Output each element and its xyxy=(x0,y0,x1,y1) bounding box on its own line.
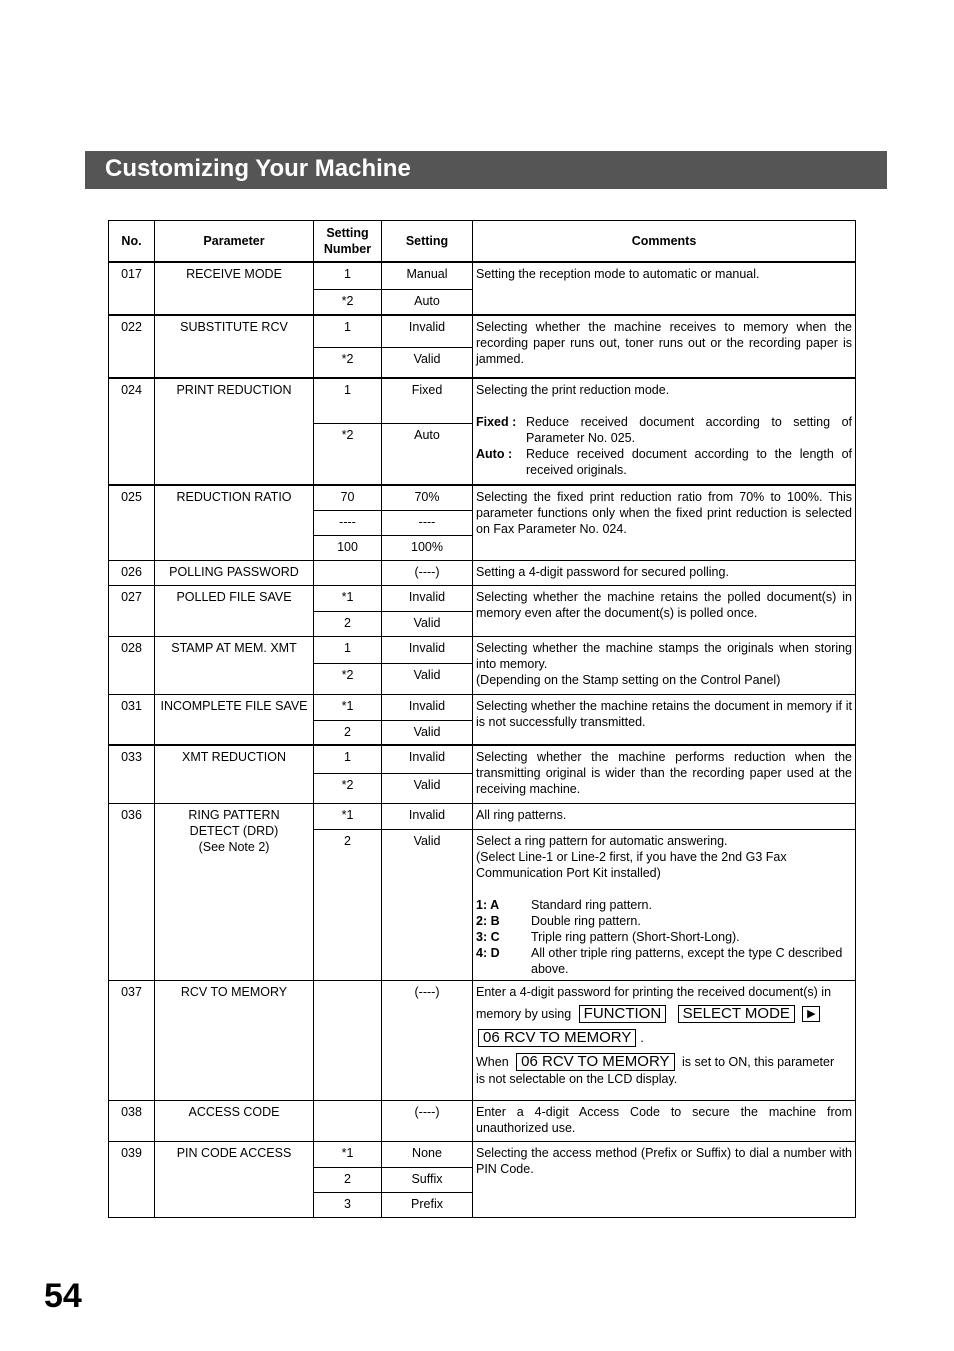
setting-number xyxy=(314,980,382,1100)
ring-pattern-text: Triple ring pattern (Short-Short-Long). xyxy=(531,929,740,944)
setting-value: Manual xyxy=(382,262,473,289)
param-no: 027 xyxy=(109,585,155,636)
header-comments: Comments xyxy=(473,221,856,263)
ring-pattern-key: 2: B xyxy=(476,913,500,928)
setting-value: (----) xyxy=(382,1100,473,1141)
table-row xyxy=(109,378,856,423)
definition-auto xyxy=(476,446,852,478)
param-comment: Setting the reception mode to automatic or manual. xyxy=(473,262,856,315)
param-no: 037 xyxy=(109,980,155,1100)
setting-value: Auto xyxy=(382,289,473,315)
setting-value: Suffix xyxy=(382,1167,473,1192)
comment-text: Enter a 4-digit password for printing the received document(s) in xyxy=(476,984,832,999)
setting-number: 2 xyxy=(314,829,382,980)
param-name: REDUCTION RATIO xyxy=(155,485,314,560)
select-mode-key: SELECT MODE xyxy=(678,1005,795,1023)
setting-value: (----) xyxy=(382,980,473,1100)
param-comment: Enter a 4-digit Access Code to secure the machine from unauthorized use. xyxy=(473,1100,856,1141)
setting-number: *2 xyxy=(314,663,382,694)
param-name: RCV TO MEMORY xyxy=(155,980,314,1100)
setting-number: ---- xyxy=(314,510,382,535)
setting-value: Valid xyxy=(382,347,473,378)
setting-value: None xyxy=(382,1141,473,1167)
parameter-table xyxy=(108,220,856,1218)
setting-number xyxy=(314,1100,382,1141)
param-comment: Setting a 4-digit password for secured polling. xyxy=(473,560,856,585)
param-no: 026 xyxy=(109,560,155,585)
param-no: 024 xyxy=(109,378,155,485)
ring-pattern-key: 4: D xyxy=(476,945,500,960)
param-name-line: DETECT (DRD) xyxy=(189,823,279,838)
param-no: 017 xyxy=(109,262,155,315)
definition-key: Auto : xyxy=(476,447,513,461)
header-setting: Setting xyxy=(382,221,473,263)
setting-value: Invalid xyxy=(382,694,473,720)
comment-line xyxy=(476,1005,852,1023)
setting-value: Invalid xyxy=(382,745,473,773)
setting-value: Invalid xyxy=(382,315,473,347)
ring-pattern-text: All other triple ring patterns, except the type C described above. xyxy=(531,945,843,976)
param-name: POLLING PASSWORD xyxy=(155,560,314,585)
table-row xyxy=(109,585,856,611)
param-no: 031 xyxy=(109,694,155,745)
param-name: SUBSTITUTE RCV xyxy=(155,315,314,378)
setting-number: *1 xyxy=(314,585,382,611)
param-name: PIN CODE ACCESS xyxy=(155,1141,314,1217)
comment-text: is set to ON, this parameter xyxy=(682,1054,835,1069)
header-parameter: Parameter xyxy=(155,221,314,263)
table-row xyxy=(109,1100,856,1141)
section-header-bar xyxy=(85,151,887,189)
table-row xyxy=(109,1141,856,1167)
table-row xyxy=(109,694,856,720)
header-setting-number: Setting Number xyxy=(314,221,382,263)
table-row xyxy=(109,803,856,829)
page-number: 54 xyxy=(44,1277,82,1315)
comment-note: (Select Line-1 or Line-2 first, if you have the 2nd G3 Fax Communication Port Kit installed) xyxy=(476,849,787,880)
param-comment: Selecting whether the machine retains the polled document(s) in memory even after the document(s) is polled once. xyxy=(473,585,856,636)
param-no: 022 xyxy=(109,315,155,378)
table-header-row xyxy=(109,221,856,263)
definition-text: Reduce received document according to setting of Parameter No. 025. xyxy=(526,415,852,445)
setting-number: 1 xyxy=(314,315,382,347)
setting-value: Invalid xyxy=(382,803,473,829)
param-comment: Selecting whether the machine performs reduction when the transmitting original is wider than the recording paper used at the receiving machine. xyxy=(473,745,856,803)
setting-number: 1 xyxy=(314,636,382,663)
setting-number: *2 xyxy=(314,289,382,315)
setting-value: Valid xyxy=(382,773,473,803)
setting-value: Auto xyxy=(382,423,473,485)
param-comment xyxy=(473,378,856,485)
setting-number: *1 xyxy=(314,1141,382,1167)
setting-number: 2 xyxy=(314,1167,382,1192)
arrow-right-icon: ▶ xyxy=(802,1006,820,1022)
ring-pattern-item xyxy=(476,897,852,913)
param-comment: Selecting whether the machine retains the document in memory if it is not successfully transmitted. xyxy=(473,694,856,745)
setting-value: (----) xyxy=(382,560,473,585)
setting-value: Valid xyxy=(382,663,473,694)
definition-fixed xyxy=(476,414,852,446)
display-label-box: 06 RCV TO MEMORY xyxy=(516,1053,674,1071)
param-no: 036 xyxy=(109,803,155,980)
param-name-line: RING PATTERN xyxy=(188,807,280,822)
table-row xyxy=(109,485,856,510)
ring-pattern-item xyxy=(476,945,852,977)
table-row xyxy=(109,980,856,1100)
setting-number: 1 xyxy=(314,745,382,773)
param-comment: Selecting the fixed print reduction ratio from 70% to 100%. This parameter functions only when the fixed print reduction is selected on Fax Parameter No. 024. xyxy=(473,485,856,560)
ring-pattern-key: 1: A xyxy=(476,897,500,912)
setting-value: Valid xyxy=(382,720,473,745)
comment-note: (Depending on the Stamp setting on the Control Panel) xyxy=(476,672,781,687)
param-no: 038 xyxy=(109,1100,155,1141)
param-name: STAMP AT MEM. XMT xyxy=(155,636,314,694)
param-comment xyxy=(473,980,856,1100)
comment-text: Selecting whether the machine stamps the originals when storing into memory. xyxy=(476,640,852,671)
comment-line xyxy=(476,1053,852,1071)
param-name: XMT REDUCTION xyxy=(155,745,314,803)
ring-pattern-item xyxy=(476,913,852,929)
ring-pattern-text: Standard ring pattern. xyxy=(531,897,652,912)
param-no: 025 xyxy=(109,485,155,560)
param-no: 033 xyxy=(109,745,155,803)
table-row xyxy=(109,636,856,663)
display-label-box: 06 RCV TO MEMORY xyxy=(478,1029,636,1047)
table-row xyxy=(109,315,856,347)
param-comment: Selecting whether the machine receives to memory when the recording paper runs out, toner runs out or the recording paper is jammed. xyxy=(473,315,856,378)
setting-value: Invalid xyxy=(382,585,473,611)
comment-text: memory by using xyxy=(476,1006,572,1021)
table-row xyxy=(109,262,856,289)
param-name xyxy=(155,803,314,980)
ring-pattern-key: 3: C xyxy=(476,929,500,944)
setting-value: 100% xyxy=(382,535,473,560)
setting-value: Fixed xyxy=(382,378,473,423)
ring-pattern-text: Double ring pattern. xyxy=(531,913,641,928)
param-comment xyxy=(473,829,856,980)
setting-number: *1 xyxy=(314,694,382,720)
header-no: No. xyxy=(109,221,155,263)
table-row xyxy=(109,560,856,585)
param-name: POLLED FILE SAVE xyxy=(155,585,314,636)
section-title: Customizing Your Machine xyxy=(105,155,411,182)
setting-value: Valid xyxy=(382,829,473,980)
setting-number: 3 xyxy=(314,1192,382,1217)
setting-number xyxy=(314,560,382,585)
setting-number: *2 xyxy=(314,347,382,378)
param-no: 039 xyxy=(109,1141,155,1217)
setting-value: ---- xyxy=(382,510,473,535)
param-comment: All ring patterns. xyxy=(473,803,856,829)
setting-number: 70 xyxy=(314,485,382,510)
function-key: FUNCTION xyxy=(579,1005,667,1023)
ring-pattern-item xyxy=(476,929,852,945)
setting-number: *2 xyxy=(314,423,382,485)
comment-text: Selecting the print reduction mode. xyxy=(476,383,670,397)
param-comment xyxy=(473,636,856,694)
setting-number: 1 xyxy=(314,262,382,289)
comment-text: When xyxy=(476,1054,509,1069)
setting-value: Invalid xyxy=(382,636,473,663)
setting-number: 100 xyxy=(314,535,382,560)
setting-value: 70% xyxy=(382,485,473,510)
param-name: ACCESS CODE xyxy=(155,1100,314,1141)
comment-line: 06 RCV TO MEMORY . xyxy=(476,1029,852,1047)
comment-text: Select a ring pattern for automatic answering. xyxy=(476,833,728,848)
setting-number: *1 xyxy=(314,803,382,829)
setting-number: 2 xyxy=(314,720,382,745)
setting-value: Prefix xyxy=(382,1192,473,1217)
param-name-note: (See Note 2) xyxy=(198,839,270,854)
param-name: PRINT REDUCTION xyxy=(155,378,314,485)
definition-text: Reduce received document according to the length of received originals. xyxy=(526,447,852,477)
param-name: INCOMPLETE FILE SAVE xyxy=(155,694,314,745)
setting-number: *2 xyxy=(314,773,382,803)
definition-key: Fixed : xyxy=(476,415,517,429)
param-comment: Selecting the access method (Prefix or Suffix) to dial a number with PIN Code. xyxy=(473,1141,856,1217)
setting-number: 1 xyxy=(314,378,382,423)
setting-number: 2 xyxy=(314,611,382,636)
param-name: RECEIVE MODE xyxy=(155,262,314,315)
comment-text: is not selectable on the LCD display. xyxy=(476,1071,678,1086)
table-row xyxy=(109,745,856,773)
param-no: 028 xyxy=(109,636,155,694)
setting-value: Valid xyxy=(382,611,473,636)
